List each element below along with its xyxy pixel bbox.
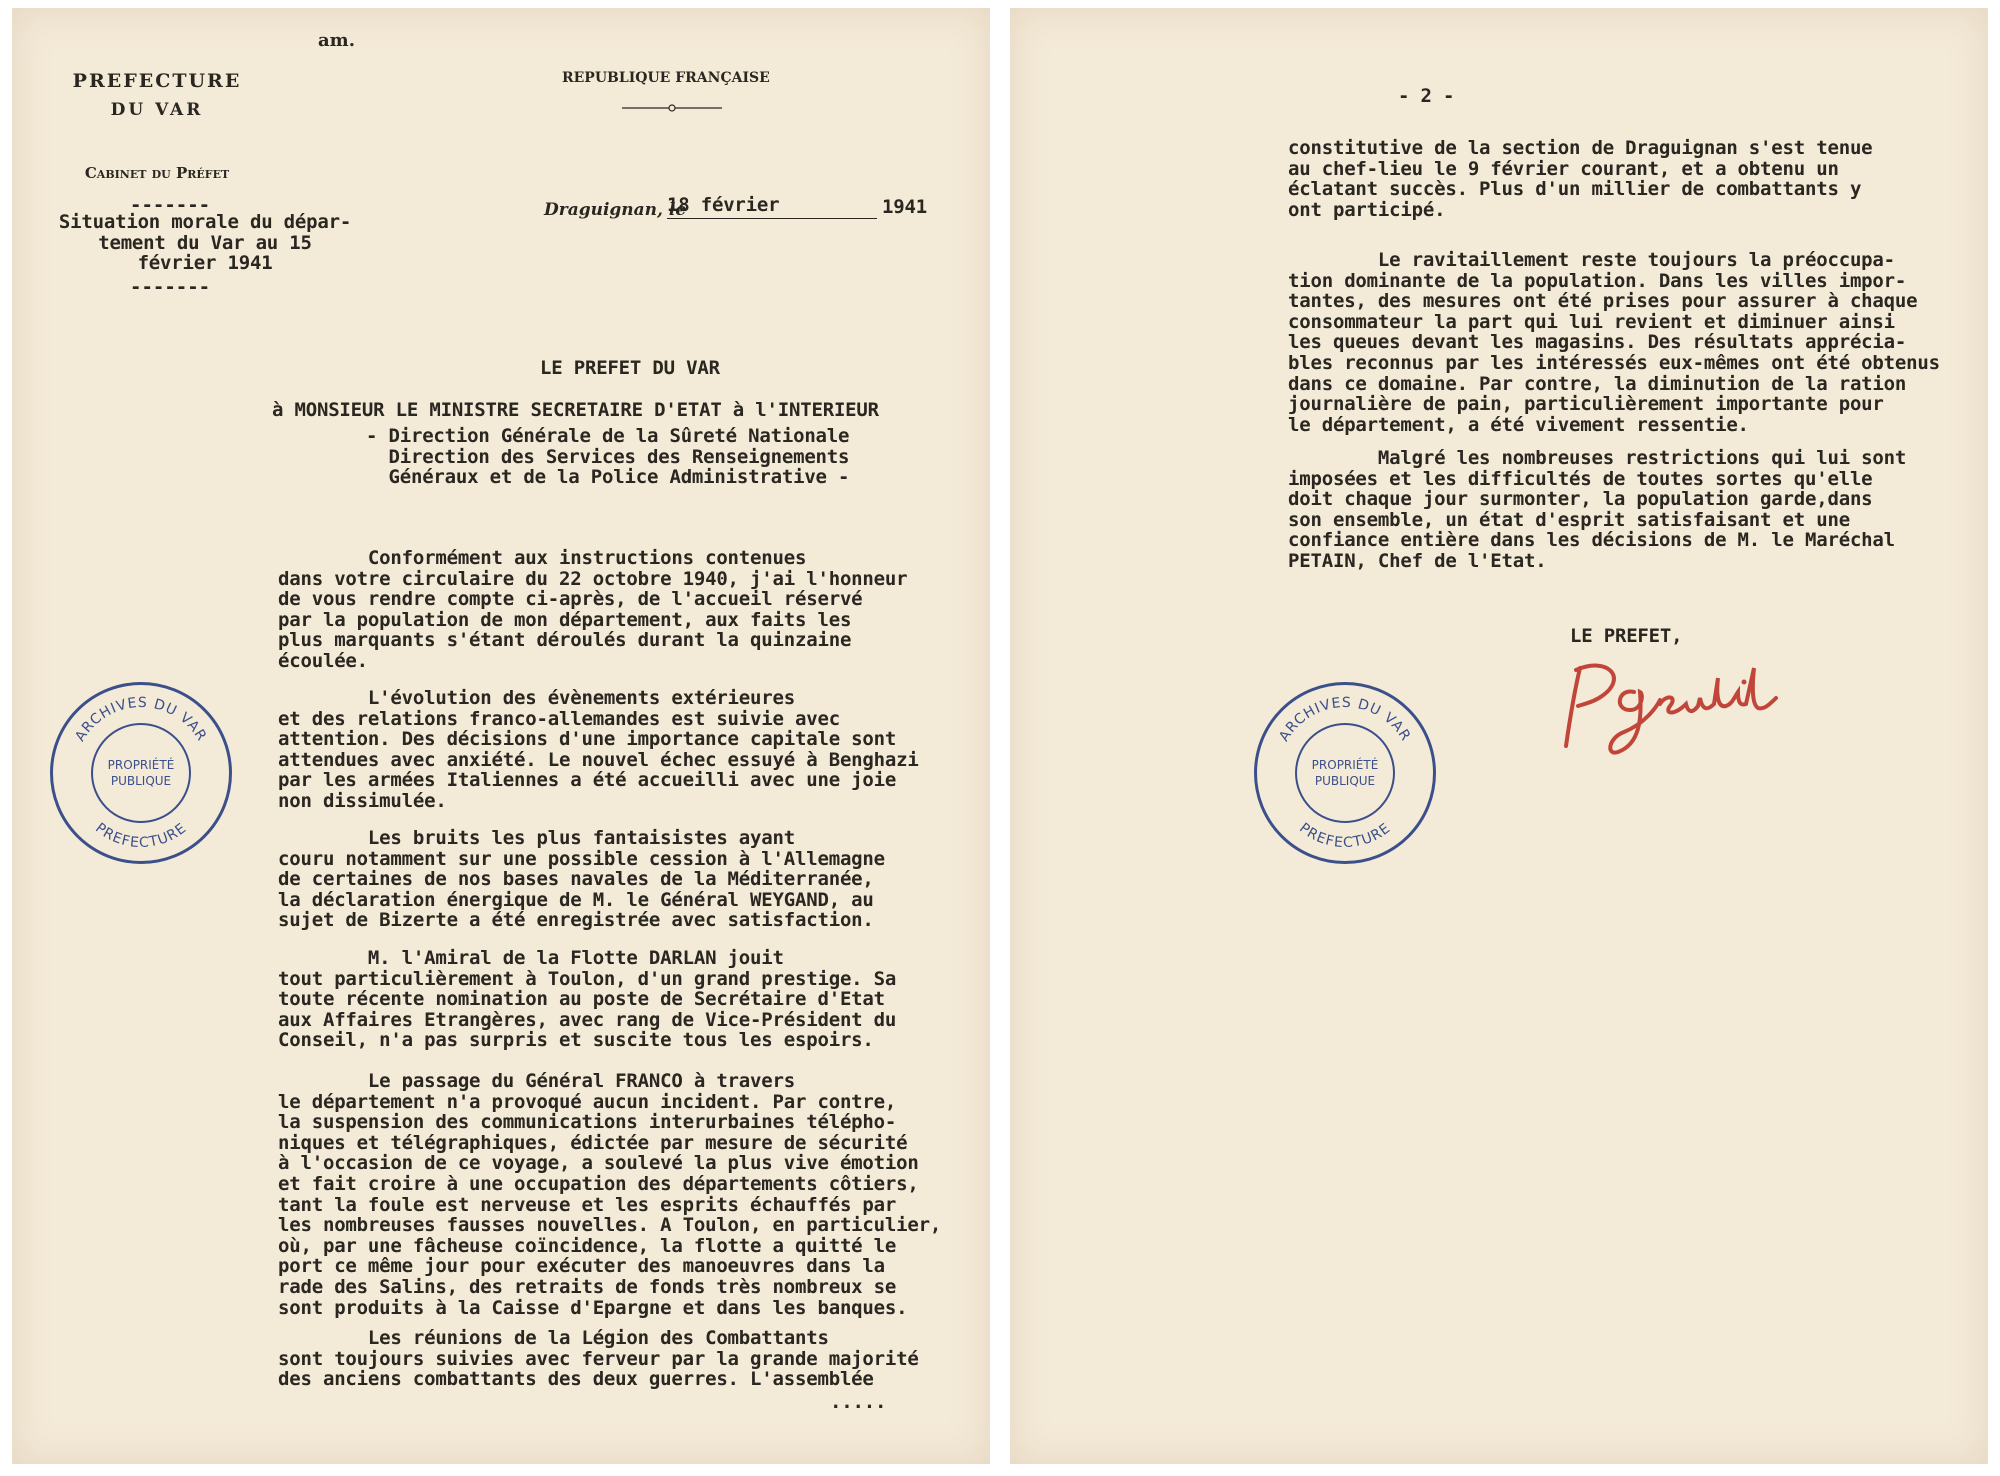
divider-top: ------- [130, 194, 211, 216]
archives-stamp [50, 682, 232, 864]
am-annotation: am. [318, 30, 355, 51]
page2-paragraph-2: Le ravitaillement reste toujours la préoccupa- tion dominante de la population. Dans les villes impor- tantes, des mesures ont été prises pour assurer à chaque consommateur la part qui lui revient et diminuer ainsi les queues devant les magasins. Des résultats apprécia- bles reconnus par les intéressés eux-mêmes ont été obtenus dans ce domaine. Par contre, la diminution de la ration journalière de pain, particulièrement importante pour le département, a été vivement ressentie. [1288, 249, 1940, 436]
place-label: Draguignan, le [544, 200, 687, 220]
page-number: - 2 - [1398, 85, 1455, 107]
archives-stamp-2 [1254, 682, 1436, 864]
stamp-center-line-2: PUBLIQUE [110, 774, 172, 788]
closing-line: LE PREFET, [1570, 625, 1683, 647]
prefecture-subheading: DU VAR [110, 100, 204, 120]
stamp2-bottom-text: PREFECTURE [1296, 820, 1394, 852]
paragraph-6: Les réunions de la Légion des Combattants sont toujours suivies avec ferveur par la grande majorité des anciens combattants des deux guerres. L'assemblée [278, 1327, 919, 1391]
stamp2-center-line-2: PUBLIQUE [1314, 774, 1376, 788]
page2-paragraph-1: constitutive de la section de Draguignan s'est tenue au chef-lieu le 9 février courant, et a obtenu un éclatant succès. Plus d'un millier de combattants y ont participé. [1288, 137, 1873, 221]
continuation-mark: ..... [830, 1391, 887, 1413]
stamp2-top-text: ARCHIVES DU VAR [1276, 694, 1414, 745]
date-value: 18 février [667, 194, 780, 216]
paragraph-2: L'évolution des évènements extérieures et des relations franco-allemandes est suivie avec attention. Des décisions d'une importance capitale sont attendues avec anxiété. Le nouvel échec essuyé à Benghazi par les armées Italiennes a été accueilli avec une joie non dissimulée. [278, 687, 919, 812]
republique-heading: REPUBLIQUE FRANÇAISE [562, 70, 770, 86]
signature [1548, 648, 1788, 768]
cabinet-label: Cabinet du Préfet [84, 164, 230, 182]
prefecture-heading: PREFECTURE [72, 70, 242, 92]
page2-paragraph-3: Malgré les nombreuses restrictions qui lui sont imposées et les difficultés de toutes sortes qu'elle doit chaque jour surmonter, la population garde,dans son ensemble, un état d'esprit satisfaisant et une confiance entière dans les décisions de M. le Maréchal PETAIN, Chef de l'Etat. [1288, 447, 1907, 572]
stamp-center-line-1: PROPRIÉTÉ [107, 758, 175, 772]
stamp-top-text: ARCHIVES DU VAR [72, 694, 210, 745]
document-page-1 [12, 8, 990, 1464]
date-year: 1941 [882, 196, 927, 218]
document-title: LE PREFET DU VAR [540, 357, 720, 379]
paragraph-1: Conformément aux instructions contenues dans votre circulaire du 22 octobre 1940, j'ai l'honneur de vous rendre compte ci-après, de l'accueil réservé par la population de mon département, aux faits les plus marquants s'étant déroulés durant la quinzaine écoulée. [278, 547, 908, 672]
paragraph-5: Le passage du Général FRANCO à travers le département n'a provoqué aucun incident. Par contre, la suspension des communications interurbaines télépho- niques et télégraphiques, édictée par mesure de sécurité à l'occasion de ce voyage, a soulevé la plus vive émotion et fait croire à une occupation des départements côtiers, tant la foule est nerveuse et les esprits échauffés par les nombreuses fausses nouvelles. A Toulon, en particulier, où, par une fâcheuse coïncidence, la flotte a quitté le port ce même jour pour exécuter des manoeuvres dans la rade des Salins, des retraits de fonds très nombreux se sont produits à la Caisse d'Epargne et dans les banques. [278, 1070, 942, 1319]
paragraph-4: M. l'Amiral de la Flotte DARLAN jouit tout particulièrement à Toulon, d'un grand prestige. Sa toute récente nomination au poste de Secrétaire d'Etat aux Affaires Etrangères, avec rang de Vice-Président du Conseil, n'a pas surpris et suscite tous les espoirs. [278, 947, 897, 1052]
direction-block: - Direction Générale de la Sûreté Nationale Direction des Services des Renseignements Généraux et de la Police Administrative - [366, 425, 850, 489]
document-page-2 [1010, 8, 1988, 1464]
paragraph-3: Les bruits les plus fantaisistes ayant couru notamment sur une possible cession à l'Allemagne de certaines de nos bases navales de la Méditerranée, la déclaration énergique de M. le Général WEYGAND, au sujet de Bizerte a été enregistrée avec satisfaction. [278, 827, 885, 932]
date-underline [667, 218, 877, 219]
svg-text:PGentil: PGentil [1548, 648, 1552, 649]
stamp2-center-line-1: PROPRIÉTÉ [1311, 758, 1379, 772]
divider-bottom: ------- [130, 276, 211, 298]
addressee-line: à MONSIEUR LE MINISTRE SECRETAIRE D'ETAT à l'INTERIEUR [272, 399, 879, 421]
republique-ornament [622, 98, 722, 108]
stamp-bottom-text: PREFECTURE [92, 820, 190, 852]
subject-text: Situation morale du dépar- tement du Var au 15 février 1941 [58, 211, 352, 275]
